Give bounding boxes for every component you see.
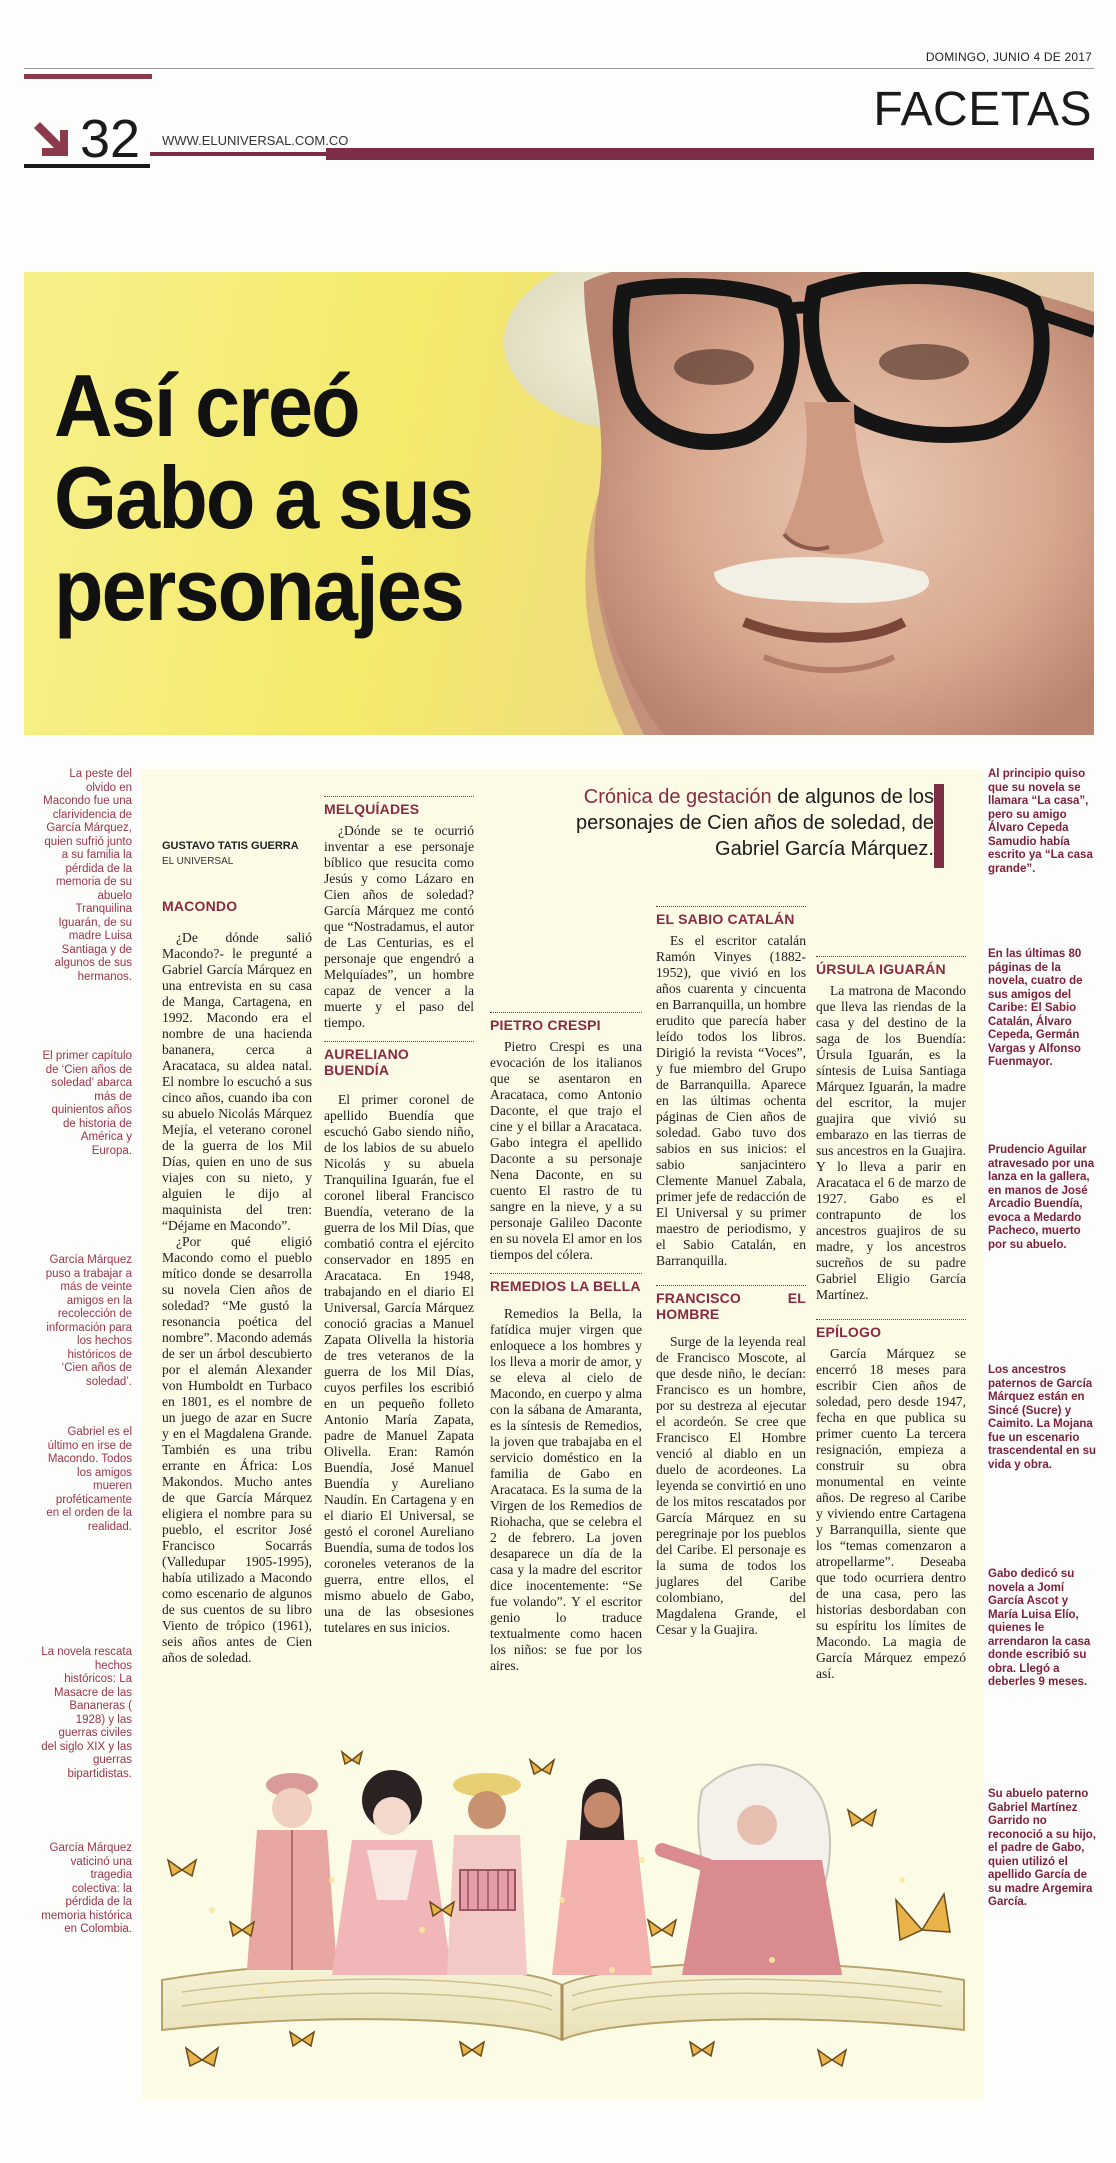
column-3 — [490, 1012, 642, 1674]
page-number: 32 — [80, 109, 141, 169]
arrow-down-right-icon — [30, 118, 72, 160]
side-note: Gabriel es el último en irse de Macondo. Todos los amigos mueren proféticamente en el orden de la realidad. — [46, 1426, 132, 1533]
site-url: WWW.ELUNIVERSAL.COM.CO — [162, 133, 349, 148]
column-4 — [656, 906, 806, 1638]
side-note: En las últimas 80 páginas de la novela, cuatro de sus amigos del Caribe: El Sabio Catalán, Álvaro Cepeda, Germán Vargas y Alfonso Fuenmayor. — [988, 948, 1083, 1068]
column-1 — [162, 838, 312, 1666]
headline-line-3: personajes — [54, 540, 464, 639]
header-rule-thin — [150, 152, 326, 156]
side-note: El primer capítulo de ‘Cien años de soledad’ abarca más de quinientos años de historia de América y Europa. — [42, 1050, 132, 1157]
side-note: La peste del olvido en Macondo fue una clarividencia de García Márquez, quien sufrió junto a su familia la pérdida de la memoria de su abuelo Tranquilina Iguarán, de su madre Luisa Santiaga y de algunos de sus hermanos. — [43, 768, 132, 983]
column-2 — [324, 796, 474, 1636]
deck-accent-bar — [934, 784, 944, 868]
headline-line-2: Gabo a sus — [54, 448, 473, 547]
section-title-sabio: EL SABIO CATALÁN — [656, 906, 806, 927]
paragraph: ¿Dónde se te ocurrió inventar a ese personaje bíblico que resucita como Jesús y como Lázaro en Cien años de soledad? García Márquez me contó que “Nostradamus, el autor de Las Centurias, es el personaje que engendró a Melquíades”, un hombre capaz de vencer a la muerte y el paso del tiempo. — [324, 823, 474, 1030]
header-rule-bar — [326, 148, 1094, 160]
section-title-remedios: REMEDIOS LA BELLA — [490, 1273, 642, 1294]
headline-line-1: Así creó — [54, 356, 359, 455]
side-note: Su abuelo paterno Gabriel Martínez Garrido no reconoció a su hijo, el padre de Gabo, quien utilizó el apellido García de su madre Argemira García. — [988, 1788, 1096, 1908]
section-title-macondo: MACONDO — [162, 898, 238, 914]
header-accent-stub — [24, 74, 152, 79]
column-5 — [816, 956, 966, 1682]
page-number-box — [24, 109, 150, 169]
section-title-melquiades: MELQUÍADES — [324, 796, 474, 817]
headline — [54, 356, 532, 639]
paragraph: ¿Por qué eligió Macondo como el pueblo mítico donde se desarrolla su novela Cien años de soledad? “Me gustó la resonancia poética del nombre”. Macondo además de ser un árbol descubierto por el alemán Alexander von Humboldt en Turbaco en 1801, es el nombre de un juego de azar en Sucre y en el Magdalena Grande. También es una tribu errante en África: Los Makondos. Mucho antes de que García Márquez eligiera el nombre para su pueblo, el escritor José Francisco Socarrás (Valledupar 1905-1995), había utilizado a Macondo como escenario de algunos de sus cuentos de su libro Viento de trópico (1961), seis años antes de Cien años de soledad. — [162, 1234, 312, 1665]
section-title-francisco: FRANCISCO EL HOMBRE — [656, 1285, 806, 1322]
paragraph: La matrona de Macondo que lleva las riendas de la casa y del destino de la saga de los Buendía: Úrsula Iguarán, es la síntesis de Luisa Santiaga Márquez Iguarán, la madre del escritor, la mujer guajira que vivió su embarazo en las tierras de sus ancestros en la Guajira. Y lo lleva a parir en Aracataca el 6 de marzo de 1927. Gabo es el contrapunto de los ancestros guajiros de su madre, y los ancestros sucreños de su padre Gabriel Eligio García Martínez. — [816, 983, 966, 1302]
section-title-aureliano: AURELIANO BUENDÍA — [324, 1041, 474, 1078]
paragraph: Remedios la Bella, la fatídica mujer virgen que enloquece a los hombres y los lleva a morir de amor, y se eleva al cielo de Macondo, en cuerpo y alma con la sábana de Amaranta, es la síntesis de Remedios, la joven que trabajaba en el servicio doméstico en la familia de Gabo en Aracataca. Es la suma de la Virgen de los Remedios de Riohacha, que se celebra el 2 de febrero. La joven desaparece un día de la casa y la madre del escritor dice inocentemente: “Se fue volando”. Y el escritor genio lo traduce textualmente como hacen los niños: se fue por los aires. — [490, 1306, 642, 1673]
paragraph: Pietro Crespi es una evocación de los italianos que se asentaron en Aracataca, como Antonio Daconte, el que trajo el cine y el billar a Aracataca. Gabo integra el apellido Daconte a su personaje Nena Daconte, en su cuento El rastro de tu sangre en la nieve, y a su personaje Galileo Daconte en su novela El amor en los tiempos del cólera. — [490, 1039, 642, 1262]
byline-author: GUSTAVO TATIS GUERRA — [162, 840, 299, 852]
side-note: García Márquez vaticinó una tragedia colectiva: la pérdida de la memoria histórica en Colombia. — [41, 1842, 132, 1935]
side-note: La novela rescata hechos históricos: La Masacre de las Bananeras ( 1928) y las guerras civiles del siglo XIX y las guerras bipartidistas. — [41, 1646, 132, 1780]
paragraph: Surge de la leyenda real de Francisco Moscote, al que desde niño, le decían: Francisco es un hombre, por su destreza al ejecutar el acordeón. Se cree que Francisco El Hombre venció al diablo en un duelo de acordeones. La leyenda se convirtió en uno de los mitos rescatados por García Márquez en su peregrinaje por los pueblos del Caribe. El personaje es la suma de todos los juglares del Caribe colombiano, del Magdalena Grande, el Cesar y la Guajira. — [656, 1334, 806, 1637]
byline-outlet: EL UNIVERSAL — [162, 856, 234, 867]
deck-text: de algunos de los personajes de Cien años de soledad, de Gabriel García Márquez. — [575, 786, 934, 860]
section-title-pietro: PIETRO CRESPI — [490, 1012, 642, 1033]
paragraph: ¿De dónde salió Macondo?- le pregunté a Gabriel García Márquez en una entrevista en su casa de Manga, Cartagena, en 1992. Macondo era el nombre de una hacienda bananera, cerca a Aracataca, su aldea natal. El nombre lo escuchó a sus cinco años, cuando iba con su abuelo Nicolás Márquez Mejía, el veterano coronel de la guerra de los Mil Días, quien en uno de sus viajes con su nieto, y alguien le dijo al maquinista del tren: “Déjame en Macondo”. — [162, 930, 312, 1233]
side-note: Al principio quiso que su novela se llamara “La casa”, pero su amigo Álvaro Cepeda Samudio había escrito ya “La casa grande”. — [988, 768, 1093, 875]
issue-date: DOMINGO, JUNIO 4 DE 2017 — [925, 50, 1092, 64]
paragraph: El primer coronel de apellido Buendía que escuchó Gabo siendo niño, de los labios de su abuelo Nicolás y su abuela Tranquilina Iguarán, fue el coronel liberal Francisco Buendía, veterano de la guerra de los Mil Días, que combatió contra el ejército conservador en 1895 en Aracataca. En 1948, trabajando en el diario El Universal, García Márquez conoció gracias a Manuel Zapata Olivella la historia de tres veteranos de la guerra de los Mil Días, cuyos perfiles los escribió en un pequeño folleto Antonio María Zapata, padre de Manuel Zapata Olivella. Eran: Ramón Buendía, José Manuel Buendía y Aureliano Naudín. En Cartagena y en el diario El Universal, se gestó el coronel Aureliano Buendía, suma de todos los coroneles veteranos de la guerra, entre ellos, el mismo abuelo de Gabo, una de las obsesiones tutelares en sus inicios. — [324, 1092, 474, 1635]
side-note: García Márquez puso a trabajar a más de veinte amigos en la recolección de información para los hechos históricos de ‘Cien años de soledad’. — [45, 1254, 132, 1388]
header-top-rule — [24, 68, 1094, 69]
side-note: Prudencio Aguilar atravesado por una lanza en la gallera, en manos de José Arcadio Buendía, evoca a Medardo Pacheco, muerto por su abuelo. — [988, 1144, 1095, 1251]
article-deck — [512, 784, 934, 862]
section-title: FACETAS — [873, 83, 1092, 136]
hero-banner — [24, 272, 1094, 735]
section-title-ursula: ÚRSULA IGUARÁN — [816, 956, 966, 977]
side-note: Los ancestros paternos de García Márquez están en Sincé (Sucre) y Caimito. La Mojana fue un escenario trascendental en su vida y obra. — [988, 1364, 1097, 1471]
section-title-epilogo: EPÍLOGO — [816, 1319, 966, 1340]
side-note: Gabo dedicó su novela a Jomí García Ascot y María Luisa Elío, quienes le arrendaron la casa donde escribió su obra. Llegó a deberles 9 meses. — [988, 1568, 1091, 1688]
characters-illustration — [142, 1730, 984, 2100]
paragraph: García Márquez se encerró 18 meses para escribir Cien años de soledad, pero desde 1947, fecha en que publica su primer cuento La tercera resignación, empieza a construir su obra monumental en veinte años. De regreso al Caribe y viviendo entre Cartagena y Barranquilla, siente que los “temas comenzaron a atropellarme”. Deseaba que todo ocurriera dentro de una casa, pero las historias desbordaban con su espíritu los límites de Macondo. La magia de García Márquez empezó así. — [816, 1346, 966, 1681]
paragraph: Es el escritor catalán Ramón Vinyes (1882-1952), que vivió en los años cuarenta y cincuenta en Barranquilla, un hombre erudito que parecía haber leído todos los libros. Dirigió la revista “Voces”, y fue miembro del Grupo de Barranquilla. Aparece en las últimas ochenta páginas de Cien años de soledad. Gabo tuvo dos sabios en sus inicios: el sabio sanjacintero Clemente Manuel Zabala, primer jefe de redacción de El Universal y su primer maestro de periodismo, y el Sabio Catalán, en Barranquilla. — [656, 933, 806, 1268]
deck-highlight: Crónica de gestación — [583, 786, 772, 808]
